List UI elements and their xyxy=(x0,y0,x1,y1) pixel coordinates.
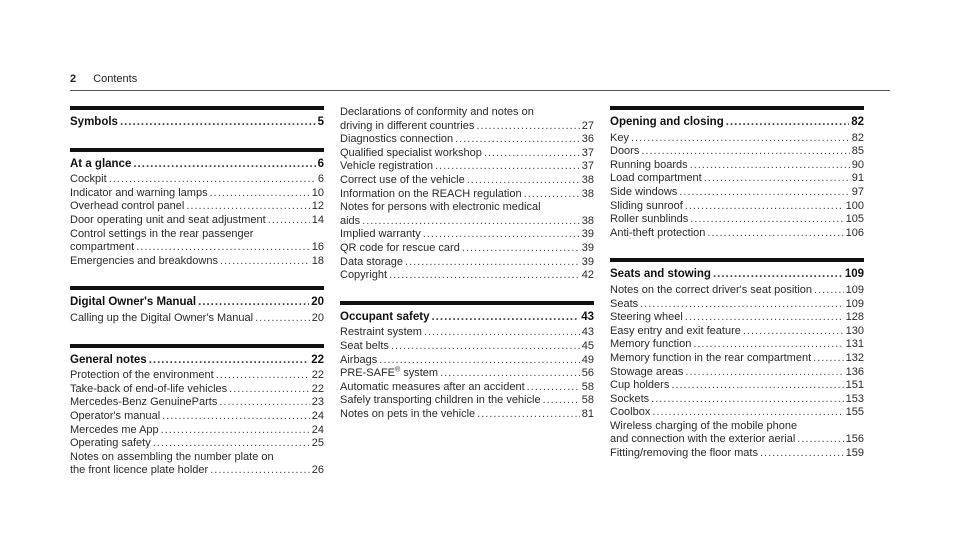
toc-entry-page: 130 xyxy=(845,324,864,337)
toc-entry-label: Side windows xyxy=(610,185,678,198)
toc-entry-label: Airbags xyxy=(340,353,378,366)
toc-entry-label: Safely transporting children in the vehicle xyxy=(340,394,541,407)
section-heading-page: 43 xyxy=(581,310,594,323)
toc-entry[interactable] xyxy=(70,383,324,397)
toc-entry[interactable] xyxy=(610,284,864,298)
toc-entry-label: Cockpit xyxy=(70,173,107,186)
toc-entry-page: 39 xyxy=(581,228,594,241)
toc-entry[interactable] xyxy=(610,325,864,339)
toc-entry[interactable] xyxy=(340,394,594,408)
toc-entry-label: Sliding sunroof xyxy=(610,199,683,212)
toc-entry-label: Copyright xyxy=(340,269,388,282)
leader-dots xyxy=(704,172,850,186)
toc-entry[interactable] xyxy=(340,242,594,256)
leader-dots xyxy=(524,188,580,202)
toc-entry-label: Roller sunblinds xyxy=(610,213,689,226)
toc-entry-page: 20 xyxy=(311,311,324,324)
toc-entry-page: 109 xyxy=(845,283,864,296)
toc-entry[interactable] xyxy=(70,451,324,465)
toc-entry-page: 82 xyxy=(851,131,864,144)
leader-dots xyxy=(219,396,309,410)
toc-entry[interactable] xyxy=(340,381,594,395)
toc-entry-page: 36 xyxy=(581,133,594,146)
toc-entry-label: Notes on assembling the number plate on xyxy=(70,450,274,463)
section-bar xyxy=(70,148,324,152)
toc-entry-label: and connection with the exterior aerial xyxy=(610,433,796,446)
toc-entry[interactable] xyxy=(340,174,594,188)
toc-section xyxy=(340,106,594,283)
toc-entry-label: Easy entry and exit feature xyxy=(610,324,741,337)
leader-dots xyxy=(477,408,580,422)
leader-dots xyxy=(362,215,580,229)
toc-entry-page: 6 xyxy=(317,173,324,186)
leader-dots xyxy=(693,338,843,352)
toc-section xyxy=(70,148,324,269)
toc-entry-page: 12 xyxy=(311,200,324,213)
toc-entry-label: Cup holders xyxy=(610,379,670,392)
toc-entry-label: compartment xyxy=(70,241,135,254)
page-header xyxy=(70,73,137,85)
toc-entry-label: Doors xyxy=(610,145,640,158)
toc-entry-label: Coolbox xyxy=(610,406,651,419)
toc-entry-label: Steering wheel xyxy=(610,311,683,324)
leader-dots xyxy=(198,296,309,310)
leader-dots xyxy=(391,340,580,354)
leader-dots xyxy=(484,147,580,161)
toc-entry-label: Information on the REACH regulation xyxy=(340,187,522,200)
toc-entry-page: 42 xyxy=(581,269,594,282)
leader-dots xyxy=(743,325,844,339)
toc-entry[interactable] xyxy=(70,228,324,242)
toc-entry-page: 155 xyxy=(845,406,864,419)
toc-entry-page: 38 xyxy=(581,187,594,200)
toc-entry-label: PRE-SAFE® system xyxy=(340,366,439,380)
toc-entry[interactable] xyxy=(610,433,864,447)
leader-dots xyxy=(186,200,309,214)
leader-dots xyxy=(424,326,580,340)
section-heading[interactable] xyxy=(340,311,594,325)
toc-entry-label: Notes for persons with electronic medical xyxy=(340,201,541,214)
toc-entry[interactable] xyxy=(340,120,594,134)
header-rule xyxy=(70,90,890,91)
section-heading[interactable] xyxy=(70,354,324,368)
section-bar xyxy=(610,258,864,262)
section-heading-label: At a glance xyxy=(70,157,132,170)
toc-section xyxy=(70,106,324,130)
leader-dots xyxy=(229,383,310,397)
toc-entry-label: Calling up the Digital Owner's Manual xyxy=(70,311,254,324)
toc-entry-page: 27 xyxy=(581,119,594,132)
section-heading[interactable] xyxy=(610,268,864,282)
toc-entry[interactable] xyxy=(70,214,324,228)
toc-entry-label: Overhead control panel xyxy=(70,200,185,213)
toc-entry[interactable] xyxy=(610,311,864,325)
toc-entry-label: Implied warranty xyxy=(340,228,421,241)
toc-entry-page: 132 xyxy=(845,351,864,364)
leader-dots xyxy=(631,132,850,146)
toc-entry-label: the front licence plate holder xyxy=(70,464,209,477)
toc-entry[interactable] xyxy=(70,464,324,478)
toc-entry[interactable] xyxy=(610,186,864,200)
toc-entry[interactable] xyxy=(610,132,864,146)
toc-entry-label: Correct use of the vehicle xyxy=(340,173,465,186)
toc-column-2 xyxy=(340,106,594,439)
toc-entry-label: Anti-theft protection xyxy=(610,226,706,239)
section-bar xyxy=(340,301,594,305)
toc-entry-label: Vehicle registration xyxy=(340,160,433,173)
leader-dots xyxy=(543,394,580,408)
toc-entry[interactable] xyxy=(610,393,864,407)
toc-entry[interactable] xyxy=(70,200,324,214)
toc-entry[interactable] xyxy=(70,255,324,269)
toc-entry-label: Seats xyxy=(610,297,639,310)
toc-entry-label: Take-back of end-of-life vehicles xyxy=(70,382,228,395)
leader-dots xyxy=(671,379,843,393)
toc-entry-page: 37 xyxy=(581,160,594,173)
toc-entry-label: Automatic measures after an accident xyxy=(340,380,525,393)
leader-dots xyxy=(797,433,843,447)
page-title: Contents xyxy=(93,73,138,85)
toc-entry-page: 10 xyxy=(311,186,324,199)
toc-entry[interactable] xyxy=(70,312,324,326)
toc-entry-label: Operator's manual xyxy=(70,409,161,422)
section-heading-page: 6 xyxy=(317,157,324,170)
toc-entry-page: 26 xyxy=(311,464,324,477)
leader-dots xyxy=(440,367,580,381)
leader-dots xyxy=(467,174,580,188)
toc-entry-label: Qualified specialist workshop xyxy=(340,146,482,159)
toc-entry-page: 49 xyxy=(581,353,594,366)
section-heading-label: Digital Owner's Manual xyxy=(70,296,197,309)
toc-entry-page: 58 xyxy=(581,380,594,393)
toc-entry[interactable] xyxy=(340,188,594,202)
leader-dots xyxy=(389,269,580,283)
leader-dots xyxy=(136,241,310,255)
leader-dots xyxy=(120,116,316,130)
section-heading[interactable] xyxy=(70,158,324,172)
toc-entry-label: Mercedes-Benz GenuineParts xyxy=(70,396,218,409)
toc-entry-page: 90 xyxy=(851,158,864,171)
leader-dots xyxy=(640,298,844,312)
section-bar xyxy=(610,106,864,110)
toc-entry-page: 109 xyxy=(845,297,864,310)
toc-entry[interactable] xyxy=(340,160,594,174)
toc-entry[interactable] xyxy=(610,172,864,186)
leader-dots xyxy=(726,116,849,130)
toc-entry-page: 97 xyxy=(851,185,864,198)
section-heading-page: 82 xyxy=(851,116,864,128)
toc-entry-page: 58 xyxy=(581,394,594,407)
leader-dots xyxy=(162,410,310,424)
toc-entry-page: 18 xyxy=(311,254,324,267)
toc-entry-label: aids xyxy=(340,214,361,227)
leader-dots xyxy=(153,437,310,451)
toc-entry[interactable] xyxy=(610,145,864,159)
toc-entry[interactable] xyxy=(610,200,864,214)
section-bar xyxy=(70,286,324,290)
leader-dots xyxy=(813,352,844,366)
toc-entry-label: Emergencies and breakdowns xyxy=(70,254,218,267)
toc-entry-label: Fitting/removing the floor mats xyxy=(610,447,758,460)
toc-entry[interactable] xyxy=(610,447,864,461)
toc-entry[interactable] xyxy=(610,213,864,227)
toc-column-1 xyxy=(70,106,324,496)
toc-entry-label: Declarations of conformity and notes on xyxy=(340,106,534,118)
toc-section xyxy=(610,258,864,460)
leader-dots xyxy=(685,311,844,325)
leader-dots xyxy=(149,354,310,368)
section-heading-page: 22 xyxy=(311,353,324,366)
toc-entry-page: 136 xyxy=(845,365,864,378)
toc-entry-page: 105 xyxy=(845,213,864,226)
toc-entry-page: 45 xyxy=(581,339,594,352)
toc-entry[interactable] xyxy=(340,326,594,340)
toc-entry-page: 153 xyxy=(845,392,864,405)
leader-dots xyxy=(423,228,580,242)
toc-entry[interactable] xyxy=(340,354,594,368)
toc-entry-page: 37 xyxy=(581,146,594,159)
toc-entry[interactable] xyxy=(610,298,864,312)
toc-entry-page: 23 xyxy=(311,396,324,409)
leader-dots xyxy=(210,464,310,478)
toc-entry-label: Protection of the environment xyxy=(70,369,214,382)
leader-dots xyxy=(210,187,310,201)
toc-section xyxy=(70,286,324,325)
toc-entry[interactable] xyxy=(340,215,594,229)
toc-entry[interactable] xyxy=(70,396,324,410)
leader-dots xyxy=(690,213,843,227)
toc-entry-page: 106 xyxy=(845,226,864,239)
section-heading-page: 20 xyxy=(311,296,324,309)
leader-dots xyxy=(685,200,844,214)
section-heading-label: Symbols xyxy=(70,116,118,128)
leader-dots xyxy=(476,120,579,134)
toc-section xyxy=(70,344,324,478)
toc-entry-page: 39 xyxy=(581,241,594,254)
leader-dots xyxy=(431,311,579,325)
leader-dots xyxy=(435,160,580,174)
toc-entry-label: Operating safety xyxy=(70,437,151,450)
toc-entry[interactable] xyxy=(340,106,594,120)
leader-dots xyxy=(685,366,843,380)
leader-dots xyxy=(255,312,310,326)
toc-entry[interactable] xyxy=(610,420,864,434)
toc-entry[interactable] xyxy=(340,201,594,215)
section-heading[interactable] xyxy=(610,116,864,130)
toc-entry-page: 156 xyxy=(845,433,864,446)
toc-entry-label: Stowage areas xyxy=(610,365,684,378)
toc-entry[interactable] xyxy=(340,147,594,161)
toc-entry-label: Indicator and warning lamps xyxy=(70,186,208,199)
leader-dots xyxy=(216,369,310,383)
toc-entry-page: 131 xyxy=(845,338,864,351)
leader-dots xyxy=(109,173,316,187)
toc-entry-label: Running boards xyxy=(610,158,688,171)
leader-dots xyxy=(462,242,580,256)
toc-entry-label: Notes on the correct driver's seat position xyxy=(610,283,813,296)
toc-entry-page: 56 xyxy=(581,367,594,380)
toc-entry[interactable] xyxy=(610,352,864,366)
toc-entry[interactable] xyxy=(340,269,594,283)
toc-entry-page: 22 xyxy=(311,382,324,395)
leader-dots xyxy=(760,447,844,461)
registered-mark: ® xyxy=(395,366,401,374)
toc-section xyxy=(340,301,594,422)
section-heading-label: Seats and stowing xyxy=(610,268,711,281)
toc-entry-label: Wireless charging of the mobile phone xyxy=(610,419,798,432)
section-heading-page: 5 xyxy=(317,116,324,128)
toc-entry-page: 159 xyxy=(845,447,864,460)
toc-entry-label: Load compartment xyxy=(610,172,702,185)
leader-dots xyxy=(651,393,844,407)
section-bar xyxy=(70,106,324,110)
leader-dots xyxy=(161,424,310,438)
toc-entry[interactable] xyxy=(70,410,324,424)
toc-entry-page: 85 xyxy=(851,145,864,158)
toc-entry[interactable] xyxy=(70,424,324,438)
toc-entry[interactable] xyxy=(610,406,864,420)
toc-entry-page: 81 xyxy=(581,407,594,420)
toc-entry-page: 128 xyxy=(845,311,864,324)
leader-dots xyxy=(405,256,580,270)
toc-entry-page: 22 xyxy=(311,369,324,382)
toc-entry-label: Memory function xyxy=(610,338,692,351)
toc-entry-label: QR code for rescue card xyxy=(340,241,460,254)
toc-column-3 xyxy=(610,106,864,479)
toc-entry[interactable] xyxy=(70,187,324,201)
toc-entry-page: 24 xyxy=(311,409,324,422)
toc-entry[interactable] xyxy=(340,133,594,147)
toc-entry[interactable] xyxy=(70,437,324,451)
toc-entry-label: Memory function in the rear compartment xyxy=(610,351,812,364)
toc-entry-page: 14 xyxy=(311,213,324,226)
section-heading-page: 109 xyxy=(844,268,864,281)
section-heading[interactable] xyxy=(70,296,324,310)
toc-entry-label: Door operating unit and seat adjustment xyxy=(70,213,266,226)
toc-entry-page: 100 xyxy=(845,199,864,212)
leader-dots xyxy=(652,406,843,420)
section-bar xyxy=(70,344,324,348)
toc-entry-label: Control settings in the rear passenger xyxy=(70,227,254,240)
section-heading-label: General notes xyxy=(70,353,147,366)
toc-entry-label: Notes on pets in the vehicle xyxy=(340,407,476,420)
leader-dots xyxy=(455,133,580,147)
toc-entry-label: driving in different countries xyxy=(340,119,475,132)
leader-dots xyxy=(690,159,850,173)
section-heading[interactable] xyxy=(70,116,324,130)
section-heading-label: Occupant safety xyxy=(340,310,430,323)
leader-dots xyxy=(679,186,849,200)
leader-dots xyxy=(379,354,579,368)
leader-dots xyxy=(713,268,843,282)
toc-entry[interactable] xyxy=(340,408,594,422)
toc-entry-label: Key xyxy=(610,131,629,144)
leader-dots xyxy=(527,381,580,395)
section-heading-label: Opening and closing xyxy=(610,116,724,128)
toc-entry-page: 38 xyxy=(581,173,594,186)
leader-dots xyxy=(707,227,843,241)
toc-entry-label: Diagnostics connection xyxy=(340,133,454,146)
toc-entry-page: 91 xyxy=(851,172,864,185)
toc-entry[interactable] xyxy=(340,367,594,381)
toc-entry[interactable] xyxy=(610,159,864,173)
toc-entry-page: 16 xyxy=(311,241,324,254)
leader-dots xyxy=(133,158,315,172)
toc-entry[interactable] xyxy=(610,227,864,241)
toc-entry-label: Restraint system xyxy=(340,326,422,339)
toc-entry[interactable] xyxy=(610,379,864,393)
toc-entry-label: Seat belts xyxy=(340,339,389,352)
toc-section xyxy=(610,106,864,240)
toc-entry[interactable] xyxy=(70,369,324,383)
toc-entry-label: Sockets xyxy=(610,392,650,405)
toc-entry-page: 151 xyxy=(845,379,864,392)
leader-dots xyxy=(268,214,310,228)
toc-entry-page: 38 xyxy=(581,214,594,227)
page-number: 2 xyxy=(70,73,77,85)
leader-dots xyxy=(641,145,849,159)
toc-entry-page: 24 xyxy=(311,423,324,436)
toc-entry[interactable] xyxy=(340,228,594,242)
toc-entry[interactable] xyxy=(70,241,324,255)
leader-dots xyxy=(814,284,844,298)
leader-dots xyxy=(220,255,310,269)
toc-entry[interactable] xyxy=(340,256,594,270)
toc-entry[interactable] xyxy=(70,173,324,187)
toc-entry-page: 39 xyxy=(581,255,594,268)
toc-entry[interactable] xyxy=(610,338,864,352)
toc-entry[interactable] xyxy=(340,340,594,354)
toc-entry-label: Data storage xyxy=(340,255,403,268)
toc-entry-page: 25 xyxy=(311,437,324,450)
toc-entry[interactable] xyxy=(610,366,864,380)
toc-entry-page: 43 xyxy=(581,326,594,339)
toc-entry-label: Mercedes me App xyxy=(70,423,159,436)
